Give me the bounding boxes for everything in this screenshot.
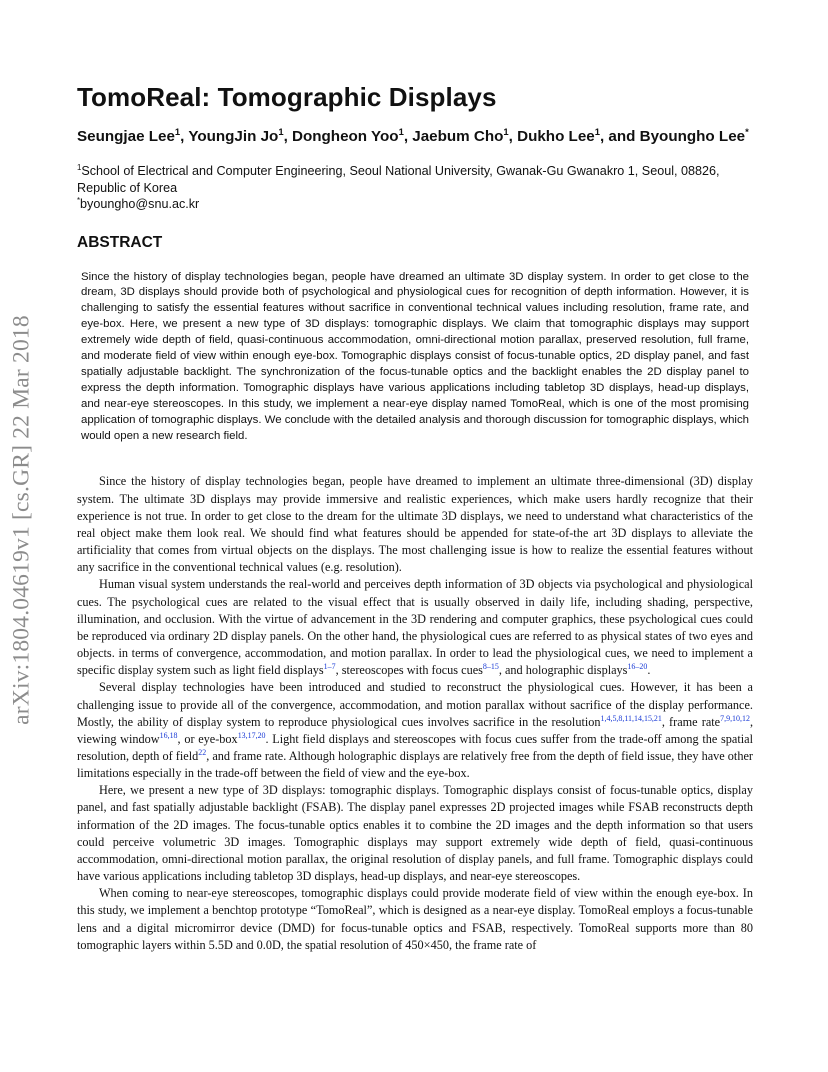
text-run: , and holographic displays [498,663,628,678]
paragraph: When coming to near-eye stereoscopes, tomographic displays could provide moderate field of view within the enough eye-box. In this study, we implement a benchtop prototype “TomoReal”, which is designed as a near-eye display. TomoReal employs a focus-tunable lens and a digital micromirror device (DMD) for focus-tunable optics and FSAB, respectively. TomoReal supports more than 80 tomographic layers within 5.5D and 0.0D, the spatial resolution of 450×450, the frame rate of [77,886,753,952]
paper-title: TomoReal: Tomographic Displays [77,82,497,112]
affiliation-mark: * [745,125,749,137]
body-text [77,473,753,953]
citation-link[interactable]: 16,18 [159,730,178,740]
affiliations [77,163,753,213]
text-run: , stereoscopes with focus cues [335,663,483,678]
paper-content [77,82,753,954]
affiliation-line [77,163,753,196]
affiliation-mark: 1 [398,125,404,137]
affiliation-mark: 1 [594,125,600,137]
author-name: , YoungJin Jo [180,128,279,145]
text-run: , and frame rate. Although holographic displays are relatively free from the depth of field issue, they have other limitations especially in the trade-off between the field of view and the eye-box. [77,748,753,781]
citation-link[interactable]: 8–15 [482,662,499,672]
arxiv-identifier: arXiv:1804.04619v1 [cs.GR] 22 Mar 2018 [8,315,35,725]
corresponding-email-line [77,196,753,213]
citation-link[interactable]: 1,4,5,8,11,14,15,21 [600,713,662,723]
paragraph: Since the history of display technologies began, people have dreamed to implement an ultimate three-dimensional (3D) display system. The ultimate 3D displays may provide immersive and realistic experiences, which make users hardly recognize that their experience is not true. In order to get close to the dream for the ultimate 3D displays, we need to understand what characteristics of the real object make them look real. We should find what features should be appended for state-of-the art 3D displays to alleviate the artificiality that comes from virtual objects on the displays. The most challenging issue is how to realize the essential features without any sacrifice in the conventional technical values (e.g. resolution). [77,474,753,575]
affiliation-mark: 1 [77,162,82,172]
corresponding-email[interactable]: byoungho@snu.ac.kr [80,197,200,211]
paragraph: Here, we present a new type of 3D displays: tomographic displays. Tomographic displays consist of focus-tunable optics, display panel, and fast spatially adjustable backlight (FSAB). The display panel expresses 2D projected images while FSAB reconstructs depth information of the 2D images. The focus-tunable optics enables it to combine the 2D images and the depth information so that users could perceive volumetric 3D images. Tomographic displays may support extremely wide depth of field, quasi-continuous accommodation, omni-directional motion parallax, the original resolution of display panels, and full frame. Tomographic displays could have various applications including tabletop 3D displays, head-up displays, and near-eye stereoscopes. [77,783,753,884]
corresponding-mark: * [77,195,81,205]
citation-link[interactable]: 7,9,10,12 [720,713,750,723]
affiliation-mark: 1 [503,125,509,137]
author-name: , Jaebum Cho [403,128,504,145]
citation-link[interactable]: 16–20 [627,662,648,672]
abstract-heading: ABSTRACT [77,233,163,251]
affiliation-mark: 1 [278,125,284,137]
author-name: , Dukho Lee [508,128,595,145]
text-run: Several display technologies have been introduced and studied to reconstruct the physiological cues. However, it has been a challenging issue to provide all of the convergence, accommodation, and motion parallax without sacrifice of the display performance. Mostly, the ability of display system to reproduce physiological cues involves sacrifice in the resolution [77,680,753,729]
author-list [77,127,753,147]
citation-link[interactable]: 13,17,20 [237,730,266,740]
affiliation-text: School of Electrical and Computer Engineering, Seoul National University, Gwanak-Gu Gwanakro 1, Seoul, 08826, Republic of Korea [77,164,720,195]
citation-link[interactable]: 1–7 [323,662,336,672]
text-run: , or eye-box [177,731,238,746]
text-run: , frame rate [661,714,721,729]
author-name: , Dongheon Yoo [283,128,399,145]
author-name: , and Byoungho Lee [599,128,746,145]
paragraph [77,576,753,679]
citation-link[interactable]: 22 [198,747,207,757]
text-run: . [647,663,651,678]
affiliation-mark: 1 [174,125,181,137]
author-name: Seungjae Lee [77,128,175,145]
abstract-text: Since the history of display technologies began, people have dreamed an ultimate 3D display system. In order to get close to the dream, 3D displays should provide both of psychological and physiological cues for recognition of depth information. However, it is challenging to satisfy the essential features without sacrifice in conventional technical values including resolution, frame rate, and eye-box. Here, we present a new type of 3D displays: tomographic displays. We claim that tomographic displays may support extremely wide depth of field, quasi-continuous accommodation, omni-directional motion parallax, preserved resolution, full frame, and moderate field of view within enough eye-box. Tomographic displays consist of focus-tunable optics, 2D display panel, and fast spatially adjustable backlight. The synchronization of the focus-tunable optics and the backlight enables the 2D display panel to express the depth information. Tomographic displays have various applications including tabletop 3D displays, head-up displays, and near-eye stereoscopes. In this study, we implement a near-eye display named TomoReal, which is one of the most promising application of tomographic displays. We conclude with the detailed analysis and thorough discussion for tomographic displays, which would open a new research field. [81,270,749,442]
text-run: , viewing window [77,714,754,746]
text-run: Human visual system understands the real-world and perceives depth information of 3D objects via psychological and physiological cues. The psychological cues are related to the visual effect that is usually observed in daily life, including shading, perspective, illumination, and occlusion. With the virtue of advancement in the 3D rendering and computer graphics, these psychological cues could be reproduced via ordinary 2D display panels. On the other hand, the physiological cues are referred to as physical states of two eyes and objects. in terms of convergence, accommodation, and motion parallax. In order to lead the physiological cues, we need to implement a specific display system such as light field displays [77,577,753,678]
text-run: . Light field displays and stereoscopes with focus cues suffer from the trade-off among the spatial resolution, depth of field [77,731,753,763]
paragraph [77,679,753,782]
